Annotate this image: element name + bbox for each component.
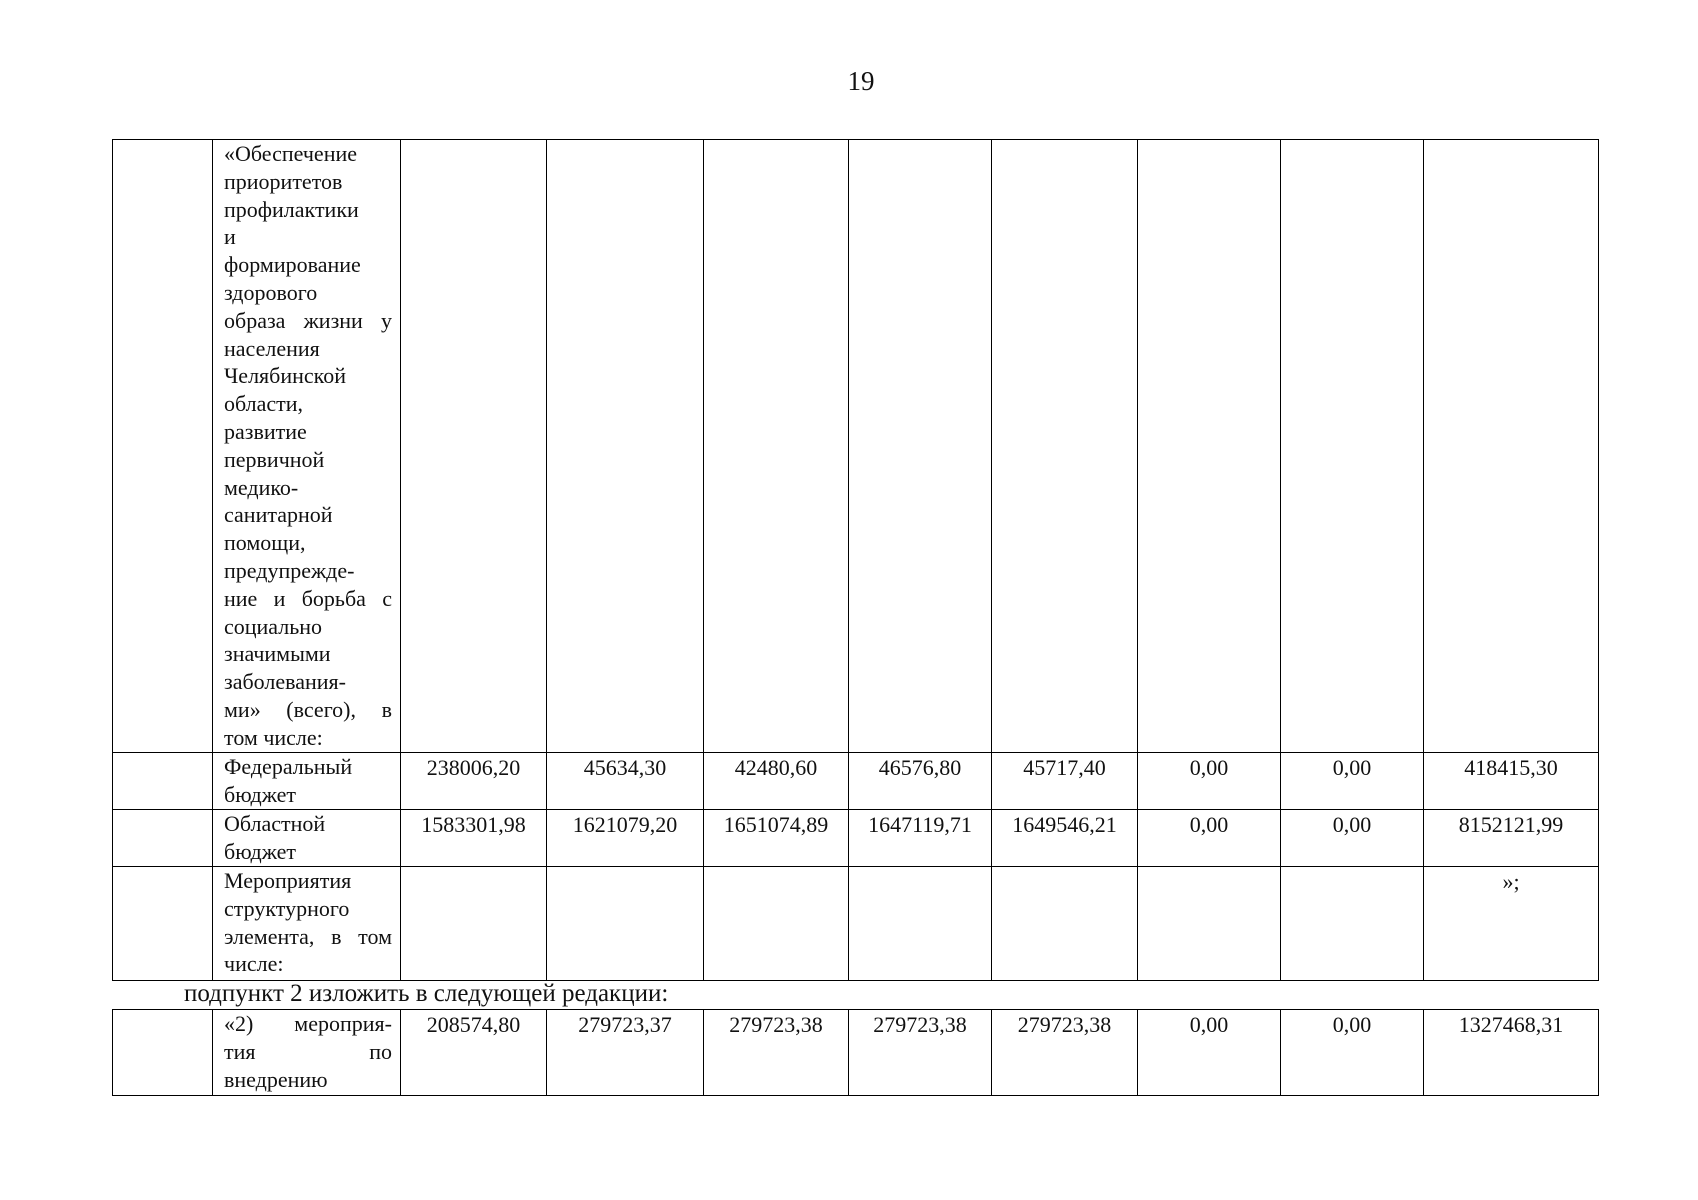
value-cell: 1583301,98 bbox=[401, 810, 547, 867]
value-cell: 0,00 bbox=[1281, 753, 1424, 810]
number-cell bbox=[113, 140, 213, 753]
value-cell: 1649546,21 bbox=[992, 810, 1138, 867]
value-cell bbox=[1424, 140, 1599, 753]
value-cell: 279723,37 bbox=[547, 1010, 704, 1096]
value-cell bbox=[401, 140, 547, 753]
number-cell bbox=[113, 810, 213, 867]
value-cell: 45717,40 bbox=[992, 753, 1138, 810]
value-cell bbox=[992, 867, 1138, 981]
value-cell bbox=[992, 140, 1138, 753]
activities-name-cell: Мероприятия структурного элемента, в том числе: bbox=[213, 867, 401, 981]
value-cell bbox=[1281, 867, 1424, 981]
activity-name-cell: «2) мероприя- тия по внедрению bbox=[213, 1010, 401, 1096]
budget-name-cell: Областной бюджет bbox=[213, 810, 401, 867]
value-cell: 0,00 bbox=[1281, 810, 1424, 867]
value-cell bbox=[1138, 867, 1281, 981]
value-cell: 279723,38 bbox=[704, 1010, 849, 1096]
budget-name-cell: Федеральный бюджет bbox=[213, 753, 401, 810]
value-cell bbox=[704, 867, 849, 981]
table-row bbox=[113, 753, 1599, 810]
value-cell: 418415,30 bbox=[1424, 753, 1599, 810]
value-cell bbox=[547, 140, 704, 753]
value-cell: 1647119,71 bbox=[849, 810, 992, 867]
amendment-table bbox=[112, 1009, 1599, 1096]
amendment-instruction: подпункт 2 изложить в следующей редакции: bbox=[184, 980, 669, 1007]
value-cell: 0,00 bbox=[1138, 753, 1281, 810]
value-cell: 1327468,31 bbox=[1424, 1010, 1599, 1096]
value-cell bbox=[849, 867, 992, 981]
closing-quote-cell: »; bbox=[1424, 867, 1599, 981]
value-cell: 208574,80 bbox=[401, 1010, 547, 1096]
program-name-cell: «Обеспечение приоритетов профилактики и формирование здорового образа жизни у населения Челябинской области, развитие первичной медико- санитарной помощи, предупрежде- ние и борьба с социально значимыми заболевания- ми» (всего), в том числе: bbox=[213, 140, 401, 753]
value-cell: 279723,38 bbox=[992, 1010, 1138, 1096]
value-cell bbox=[547, 867, 704, 981]
table-row bbox=[113, 867, 1599, 981]
number-cell bbox=[113, 867, 213, 981]
value-cell: 0,00 bbox=[1281, 1010, 1424, 1096]
value-cell: 45634,30 bbox=[547, 753, 704, 810]
table-row bbox=[113, 140, 1599, 753]
value-cell bbox=[401, 867, 547, 981]
value-cell: 0,00 bbox=[1138, 1010, 1281, 1096]
funding-table bbox=[112, 139, 1599, 981]
number-cell bbox=[113, 753, 213, 810]
value-cell bbox=[1138, 140, 1281, 753]
table-row bbox=[113, 1010, 1599, 1096]
number-cell bbox=[113, 1010, 213, 1096]
value-cell: 46576,80 bbox=[849, 753, 992, 810]
value-cell: 0,00 bbox=[1138, 810, 1281, 867]
value-cell: 42480,60 bbox=[704, 753, 849, 810]
value-cell bbox=[849, 140, 992, 753]
value-cell bbox=[1281, 140, 1424, 753]
value-cell: 1621079,20 bbox=[547, 810, 704, 867]
value-cell: 279723,38 bbox=[849, 1010, 992, 1096]
table-row bbox=[113, 810, 1599, 867]
value-cell: 1651074,89 bbox=[704, 810, 849, 867]
value-cell: 238006,20 bbox=[401, 753, 547, 810]
value-cell bbox=[704, 140, 849, 753]
page-number: 19 bbox=[847, 66, 875, 96]
value-cell: 8152121,99 bbox=[1424, 810, 1599, 867]
